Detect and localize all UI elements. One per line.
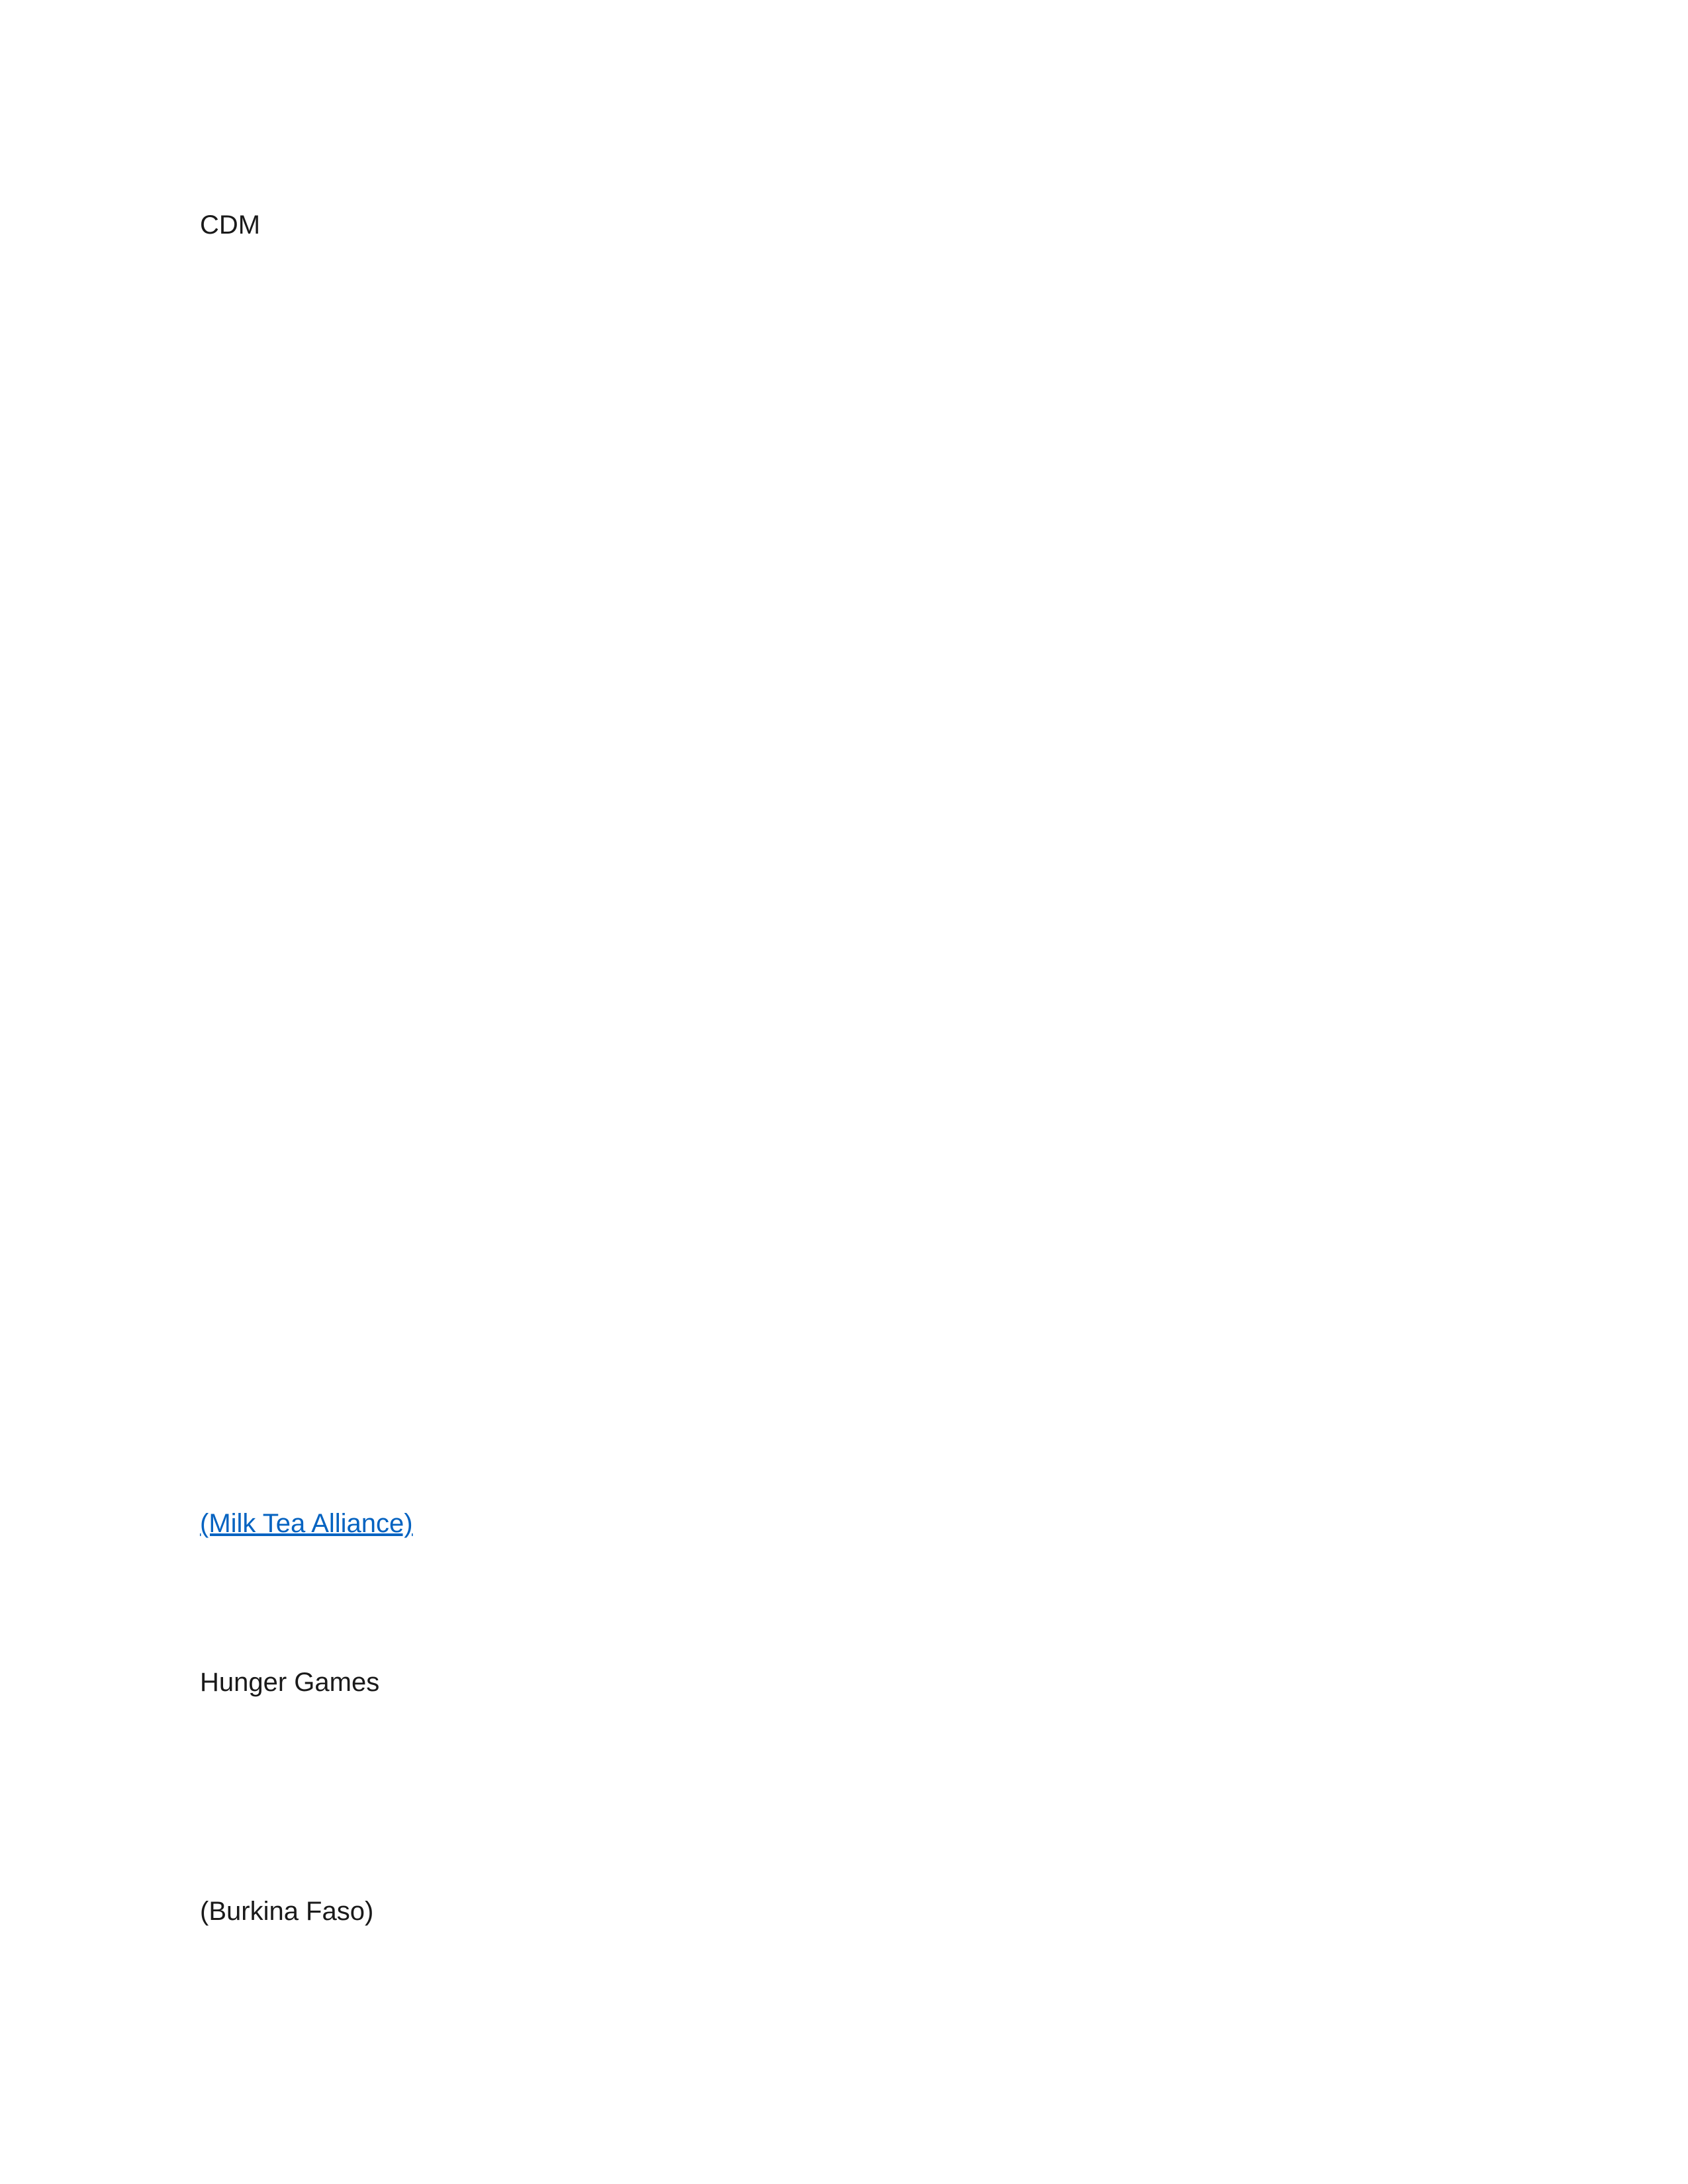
text-line <box>200 1779 1488 1832</box>
text-line <box>200 1232 1488 1285</box>
heading-line <box>200 651 1488 712</box>
text-run: (Burkina Faso) <box>200 1897 374 1926</box>
text-line <box>200 410 1488 463</box>
text-line <box>200 1021 1488 1073</box>
text-line <box>200 1603 1488 1656</box>
text-line <box>200 1285 1488 1338</box>
paragraph-2 <box>200 756 1488 1709</box>
text-line <box>200 968 1488 1021</box>
text-line <box>200 862 1488 915</box>
hyperlink[interactable]: (Milk Tea Alliance) <box>200 1509 413 1538</box>
text-line <box>200 304 1488 357</box>
text-line <box>200 915 1488 968</box>
text-line <box>200 1726 1488 1779</box>
text-line <box>200 463 1488 516</box>
paragraph-1 <box>200 199 1488 516</box>
text-line <box>200 756 1488 809</box>
text-line <box>200 357 1488 410</box>
section-heading <box>200 590 1488 712</box>
text-line <box>200 1444 1488 1497</box>
text-line <box>200 1073 1488 1126</box>
text-run: CDM <box>200 210 261 240</box>
heading-line <box>200 590 1488 651</box>
paragraph-3 <box>200 1726 1488 1938</box>
text-line <box>200 809 1488 862</box>
text-line <box>200 1391 1488 1444</box>
text-line <box>200 1550 1488 1603</box>
text-line <box>200 1338 1488 1391</box>
text-run: Hunger Games <box>200 1668 380 1697</box>
text-line <box>200 1832 1488 1885</box>
